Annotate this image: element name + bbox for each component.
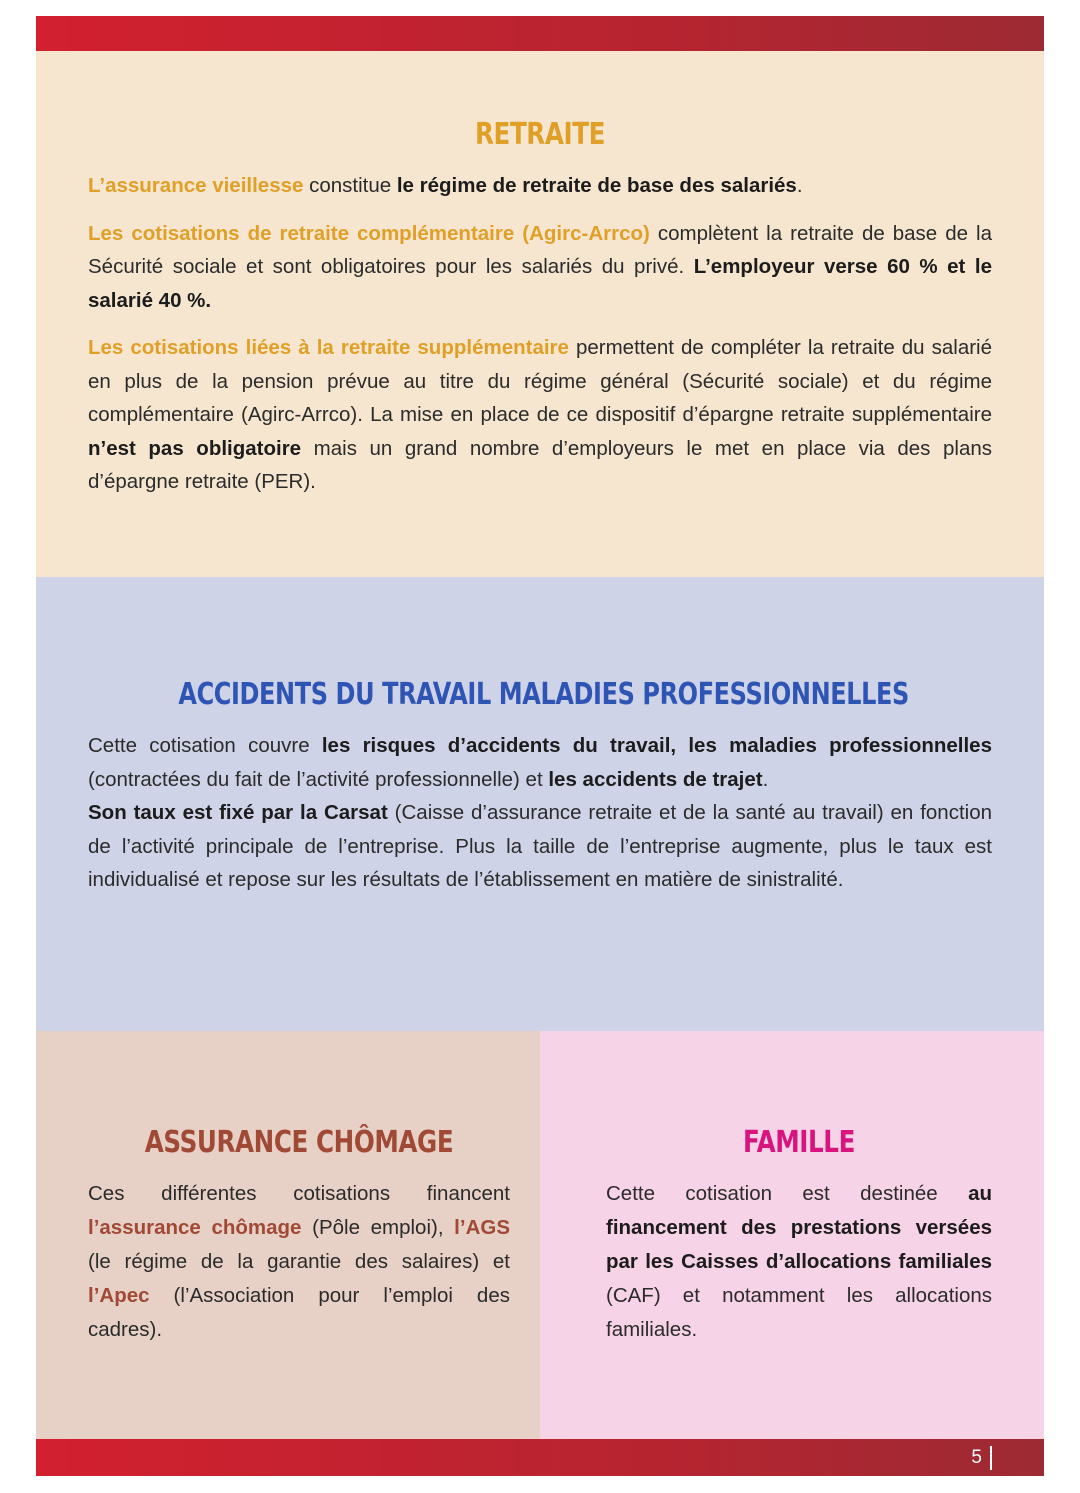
section-accidents [36,577,1044,1031]
accidents-p2-bold: Son taux est fixé par la Carsat [88,801,388,824]
chomage-paragraph [88,1177,510,1347]
section-famille [540,1031,1044,1439]
chomage-highlight-2: l’AGS [454,1216,510,1239]
retraite-p1-end: . [796,174,803,197]
section-chomage [36,1031,540,1439]
top-color-band [36,16,1044,51]
accidents-p1-bold-2: les accidents de trajet [548,767,763,791]
retraite-paragraph-2 [88,217,992,318]
retraite-paragraph-3 [88,331,992,499]
accidents-p1-bold: les risques d’accidents du travail, les maladies professionnelles [321,734,992,757]
accidents-title: ACCIDENTS DU TRAVAIL MALADIES PROFESSIONNELLES [178,677,909,712]
chomage-text-1: Ces différentes cotisations financent [88,1182,510,1205]
retraite-p2-highlight: Les cotisations de retraite complémentaire (Agirc-Arrco) [88,221,650,245]
chomage-highlight-3: l’Apec [88,1284,150,1307]
famille-text-2: (CAF) et notamment les allocations familiales. [606,1284,992,1341]
chomage-text-3: (le régime de la garantie des salaires) et [88,1250,510,1273]
retraite-p3-end: mais un grand nombre d’employeurs le met en place via des plans d’épargne retraite (PER). [88,436,992,493]
retraite-paragraph-1 [88,169,992,203]
retraite-p3-text: permettent de compléter la retraite du salarié en plus de la pension prévue au titre du régime général (Sécurité sociale) et du régime complémentaire (Agirc-Arrco). La mise en place de ce dispositif d’épargne retraite supplémentaire [88,336,993,426]
section-retraite [36,51,1044,577]
famille-text-1: Cette cotisation est destinée [606,1182,969,1205]
chomage-highlight-1: l’assurance chômage [88,1216,302,1239]
chomage-text-2: (Pôle emploi), [301,1216,455,1239]
document-page [36,16,1044,1476]
famille-bold: au financement des prestations versées par les Caisses d’allocations familiales [606,1182,992,1273]
page-number: 5 [971,1446,992,1470]
famille-paragraph [606,1177,992,1347]
accidents-p1-text-2: (contractées du fait de l’activité professionnelle) et [88,767,549,791]
retraite-p1-bold: le régime de retraite de base des salariés [396,174,797,197]
retraite-p3-bold: n’est pas obligatoire [88,436,302,460]
accidents-p1-end: . [762,767,769,791]
accidents-paragraph-1 [88,729,992,796]
chomage-text-4: (l’Association pour l’emploi des cadres). [88,1284,510,1341]
famille-title: FAMILLE [743,1125,855,1160]
accidents-p2-text: (Caisse d’assurance retraite et de la santé au travail) en fonction de l’activité principale de l’entreprise. Plus la taille de l’entreprise augmente, plus le taux est individualisé et repose sur les résultats de l’établissement en matière de sinistralité. [88,801,992,891]
accidents-paragraph-2 [88,796,992,897]
retraite-p2-text: complètent la retraite de base de la Sécurité sociale et sont obligatoires pour les salariés du privé. [88,221,992,278]
chomage-title: ASSURANCE CHÔMAGE [144,1125,454,1160]
bottom-color-band [36,1439,1044,1476]
retraite-p1-text: constitue [303,174,397,197]
retraite-title: RETRAITE [475,117,605,152]
retraite-p2-bold: L’employeur verse 60 % et le salarié 40 %. [88,255,992,312]
retraite-p3-highlight: Les cotisations liées à la retraite supplémentaire [88,336,569,359]
retraite-p1-highlight: L’assurance vieillesse [88,174,304,197]
accidents-p1-text: Cette cotisation couvre [88,734,322,757]
